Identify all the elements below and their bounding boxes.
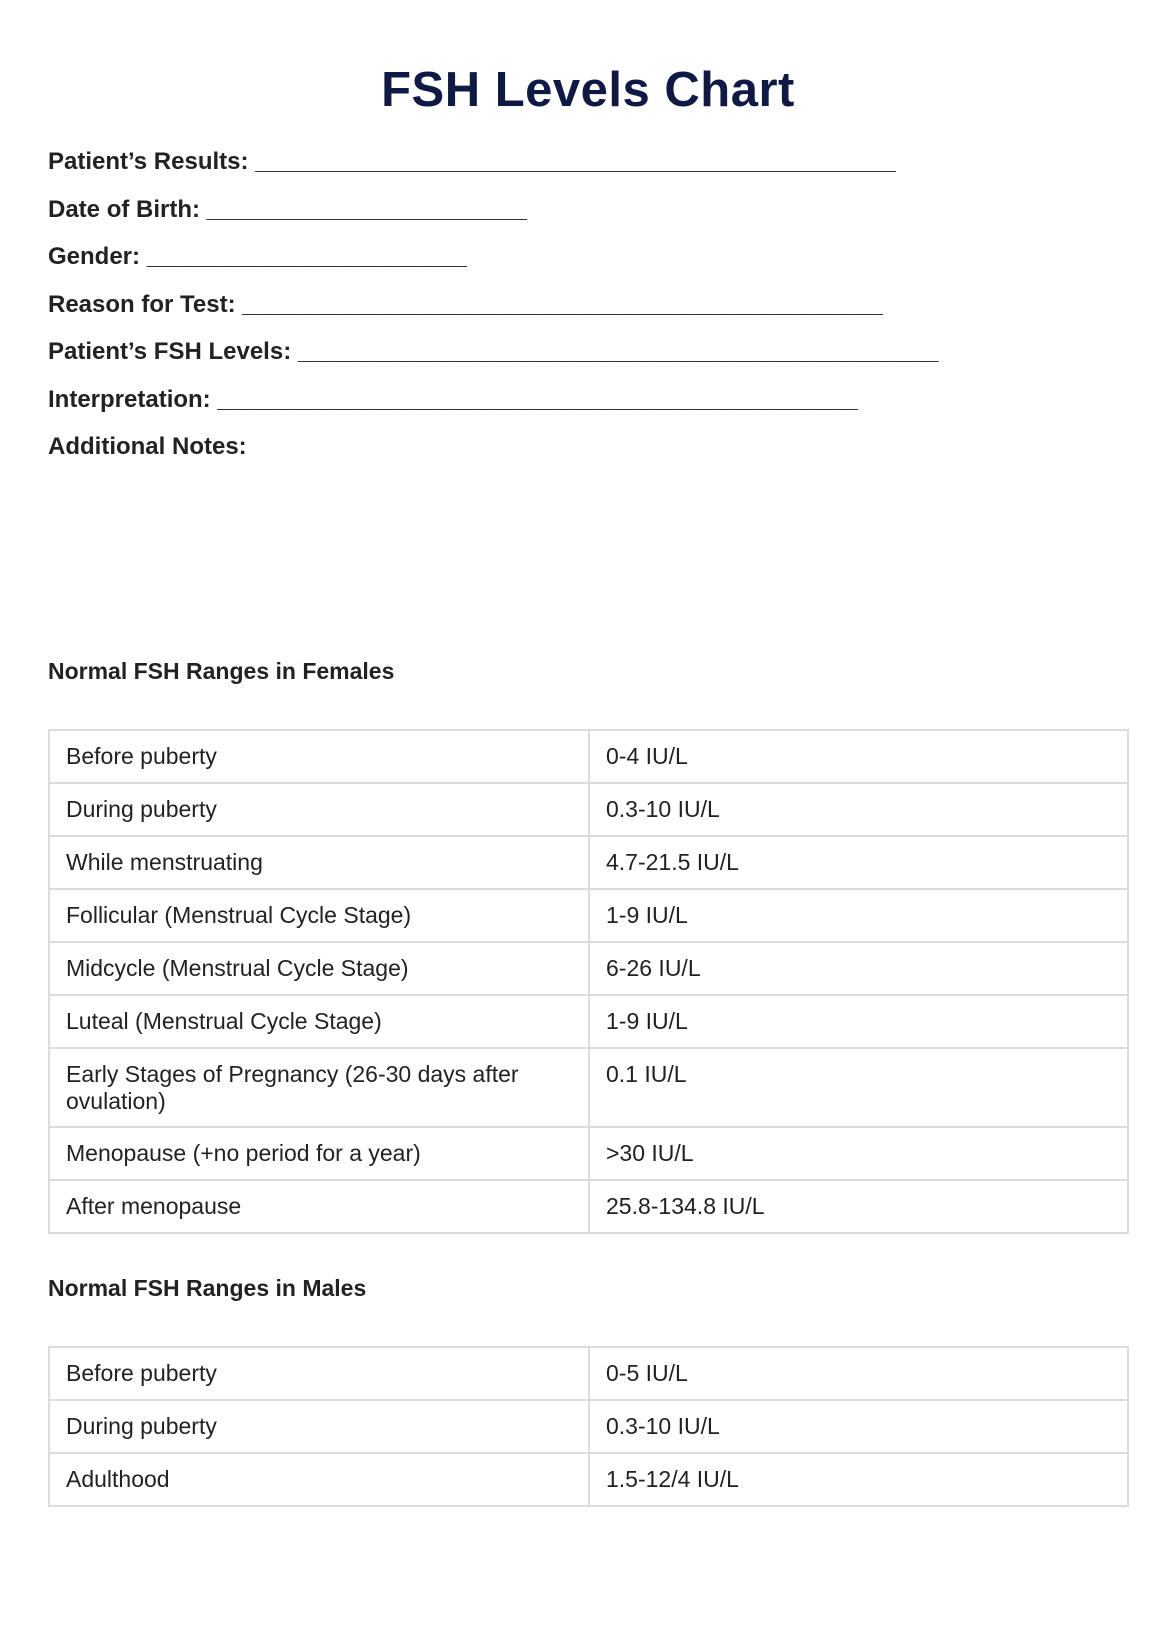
- table-row: [49, 1453, 1128, 1506]
- stage-cell: Before puberty: [49, 1347, 589, 1400]
- table-row: [49, 1048, 1128, 1127]
- stage-cell: During puberty: [49, 783, 589, 836]
- table-row: [49, 889, 1128, 942]
- field-gender: [48, 245, 1128, 293]
- range-cell: 1-9 IU/L: [589, 889, 1128, 942]
- range-cell: 4.7-21.5 IU/L: [589, 836, 1128, 889]
- stage-cell: Adulthood: [49, 1453, 589, 1506]
- table-row: [49, 836, 1128, 889]
- range-cell: 0.3-10 IU/L: [589, 1400, 1128, 1453]
- table-row: [49, 1400, 1128, 1453]
- field-blank-line[interactable]: ________________________: [206, 195, 528, 223]
- stage-cell: During puberty: [49, 1400, 589, 1453]
- patient-form: [48, 150, 1128, 483]
- range-cell: 0-5 IU/L: [589, 1347, 1128, 1400]
- table-row: [49, 1347, 1128, 1400]
- range-cell: 25.8-134.8 IU/L: [589, 1180, 1128, 1233]
- range-cell: 0-4 IU/L: [589, 730, 1128, 783]
- females-ranges-table: [48, 729, 1129, 1234]
- range-cell: 1.5-12/4 IU/L: [589, 1453, 1128, 1506]
- page-title: FSH Levels Chart: [381, 63, 795, 117]
- stage-cell: Menopause (+no period for a year): [49, 1127, 589, 1180]
- table-row: [49, 730, 1128, 783]
- field-blank-line[interactable]: ________________________________________________: [242, 290, 883, 318]
- table-row: [49, 783, 1128, 836]
- field-label: Additional Notes:: [48, 433, 247, 460]
- stage-cell: Luteal (Menstrual Cycle Stage): [49, 995, 589, 1048]
- field-blank-line[interactable]: ________________________________________________: [217, 385, 859, 413]
- field-label: Date of Birth:: [48, 195, 200, 223]
- females-section-heading: Normal FSH Ranges in Females: [48, 658, 395, 684]
- males-ranges-table: [48, 1346, 1129, 1507]
- field-blank-line[interactable]: ________________________________________________: [297, 338, 939, 365]
- range-cell: 0.1 IU/L: [589, 1048, 1128, 1127]
- field-date-of-birth: [48, 195, 1128, 246]
- stage-cell: While menstruating: [49, 836, 589, 889]
- stage-cell: Early Stages of Pregnancy (26-30 days after ovulation): [49, 1048, 589, 1127]
- table-row: [49, 942, 1128, 995]
- range-cell: 6-26 IU/L: [589, 942, 1128, 995]
- males-section-heading: Normal FSH Ranges in Males: [48, 1275, 367, 1301]
- field-interpretation: [48, 385, 1128, 436]
- field-reason-for-test: [48, 290, 1128, 341]
- range-cell: 0.3-10 IU/L: [589, 783, 1128, 836]
- stage-cell: Midcycle (Menstrual Cycle Stage): [49, 942, 589, 995]
- range-cell: 1-9 IU/L: [589, 995, 1128, 1048]
- field-patients-fsh-levels: [48, 340, 1128, 388]
- stage-cell: Follicular (Menstrual Cycle Stage): [49, 889, 589, 942]
- field-label: Patient’s Results:: [48, 148, 249, 175]
- field-blank-line[interactable]: ________________________: [146, 243, 468, 270]
- stage-cell: After menopause: [49, 1180, 589, 1233]
- field-label: Patient’s FSH Levels:: [48, 338, 292, 365]
- table-row: [49, 1180, 1128, 1233]
- field-patients-results: [48, 150, 1128, 198]
- range-cell: >30 IU/L: [589, 1127, 1128, 1180]
- table-row: [49, 1127, 1128, 1180]
- field-label: Interpretation:: [48, 385, 211, 413]
- field-label: Gender:: [48, 243, 141, 270]
- field-label: Reason for Test:: [48, 290, 236, 318]
- stage-cell: Before puberty: [49, 730, 589, 783]
- field-additional-notes: [48, 435, 1128, 483]
- table-row: [49, 995, 1128, 1048]
- field-blank-line[interactable]: ________________________________________________: [255, 148, 896, 175]
